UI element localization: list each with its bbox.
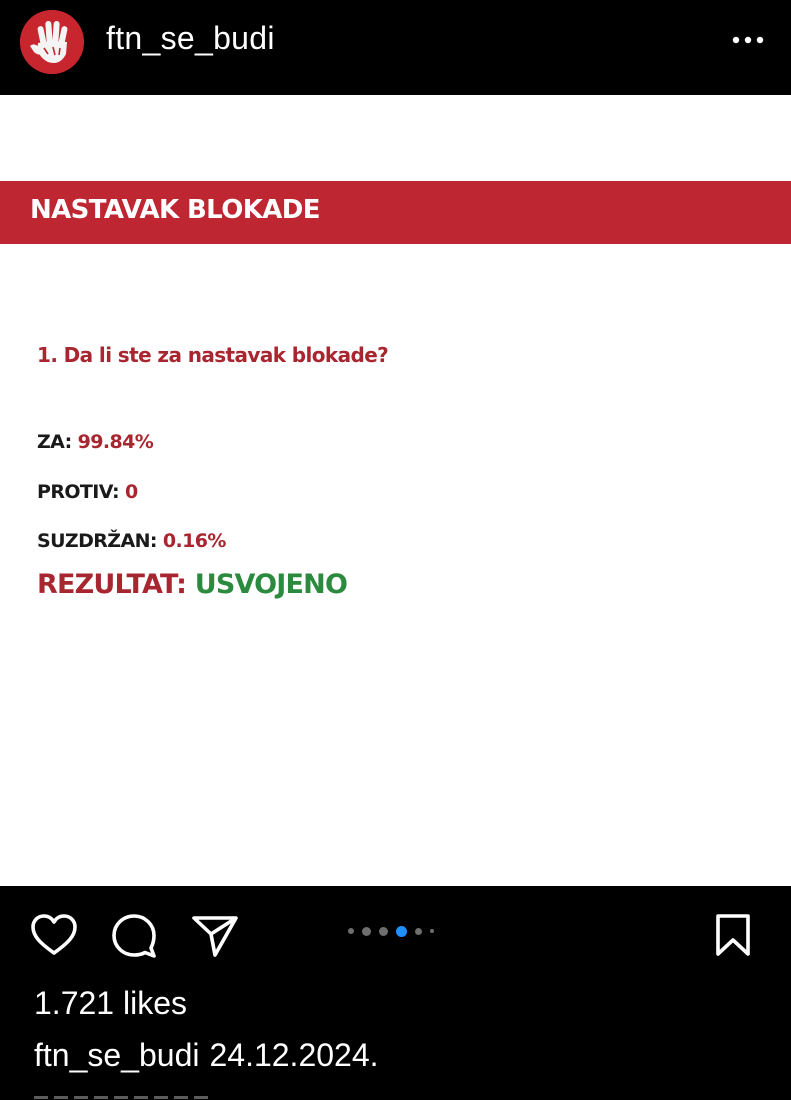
carousel-dot — [362, 927, 371, 936]
vote-value: 0.16% — [162, 530, 226, 552]
bookmark-icon[interactable] — [714, 913, 752, 957]
caption — [34, 1037, 379, 1074]
vote-row-suzdrzan — [37, 530, 226, 552]
avatar[interactable] — [20, 10, 84, 74]
result-row — [37, 569, 347, 600]
title-banner — [0, 181, 791, 244]
carousel-dot-active — [396, 926, 407, 937]
comment-icon[interactable] — [110, 912, 158, 960]
post-image[interactable] — [0, 95, 791, 886]
caption-text: 24.12.2024. — [209, 1037, 379, 1073]
vote-label: PROTIV: — [37, 481, 119, 503]
vote-label: SUZDRŽAN: — [37, 530, 157, 552]
result-label: REZULTAT: — [37, 569, 187, 600]
vote-label: ZA: — [37, 431, 72, 453]
truncated-comment-line — [34, 1092, 214, 1100]
heart-icon[interactable] — [30, 913, 78, 957]
carousel-dot — [430, 929, 434, 933]
more-horizontal-icon[interactable] — [728, 28, 768, 52]
vote-value: 99.84% — [77, 431, 154, 453]
caption-username[interactable]: ftn_se_budi — [34, 1037, 200, 1073]
carousel-dot — [415, 928, 422, 935]
vote-row-protiv — [37, 481, 138, 503]
vote-row-za — [37, 431, 153, 453]
vote-value: 0 — [125, 481, 138, 503]
banner-title: NASTAVAK BLOKADE — [30, 195, 320, 225]
post-header — [0, 0, 791, 95]
action-bar — [0, 886, 791, 986]
carousel-dot — [348, 928, 354, 934]
username[interactable]: ftn_se_budi — [106, 20, 275, 56]
carousel-dot — [379, 927, 388, 936]
red-hand-logo-icon — [20, 10, 84, 74]
likes-count[interactable]: 1.721 likes — [34, 985, 187, 1021]
carousel-indicator — [348, 926, 434, 936]
send-icon[interactable] — [191, 914, 239, 958]
result-value: USVOJENO — [194, 569, 348, 600]
question-text: 1. Da li ste za nastavak blokade? — [37, 343, 389, 367]
